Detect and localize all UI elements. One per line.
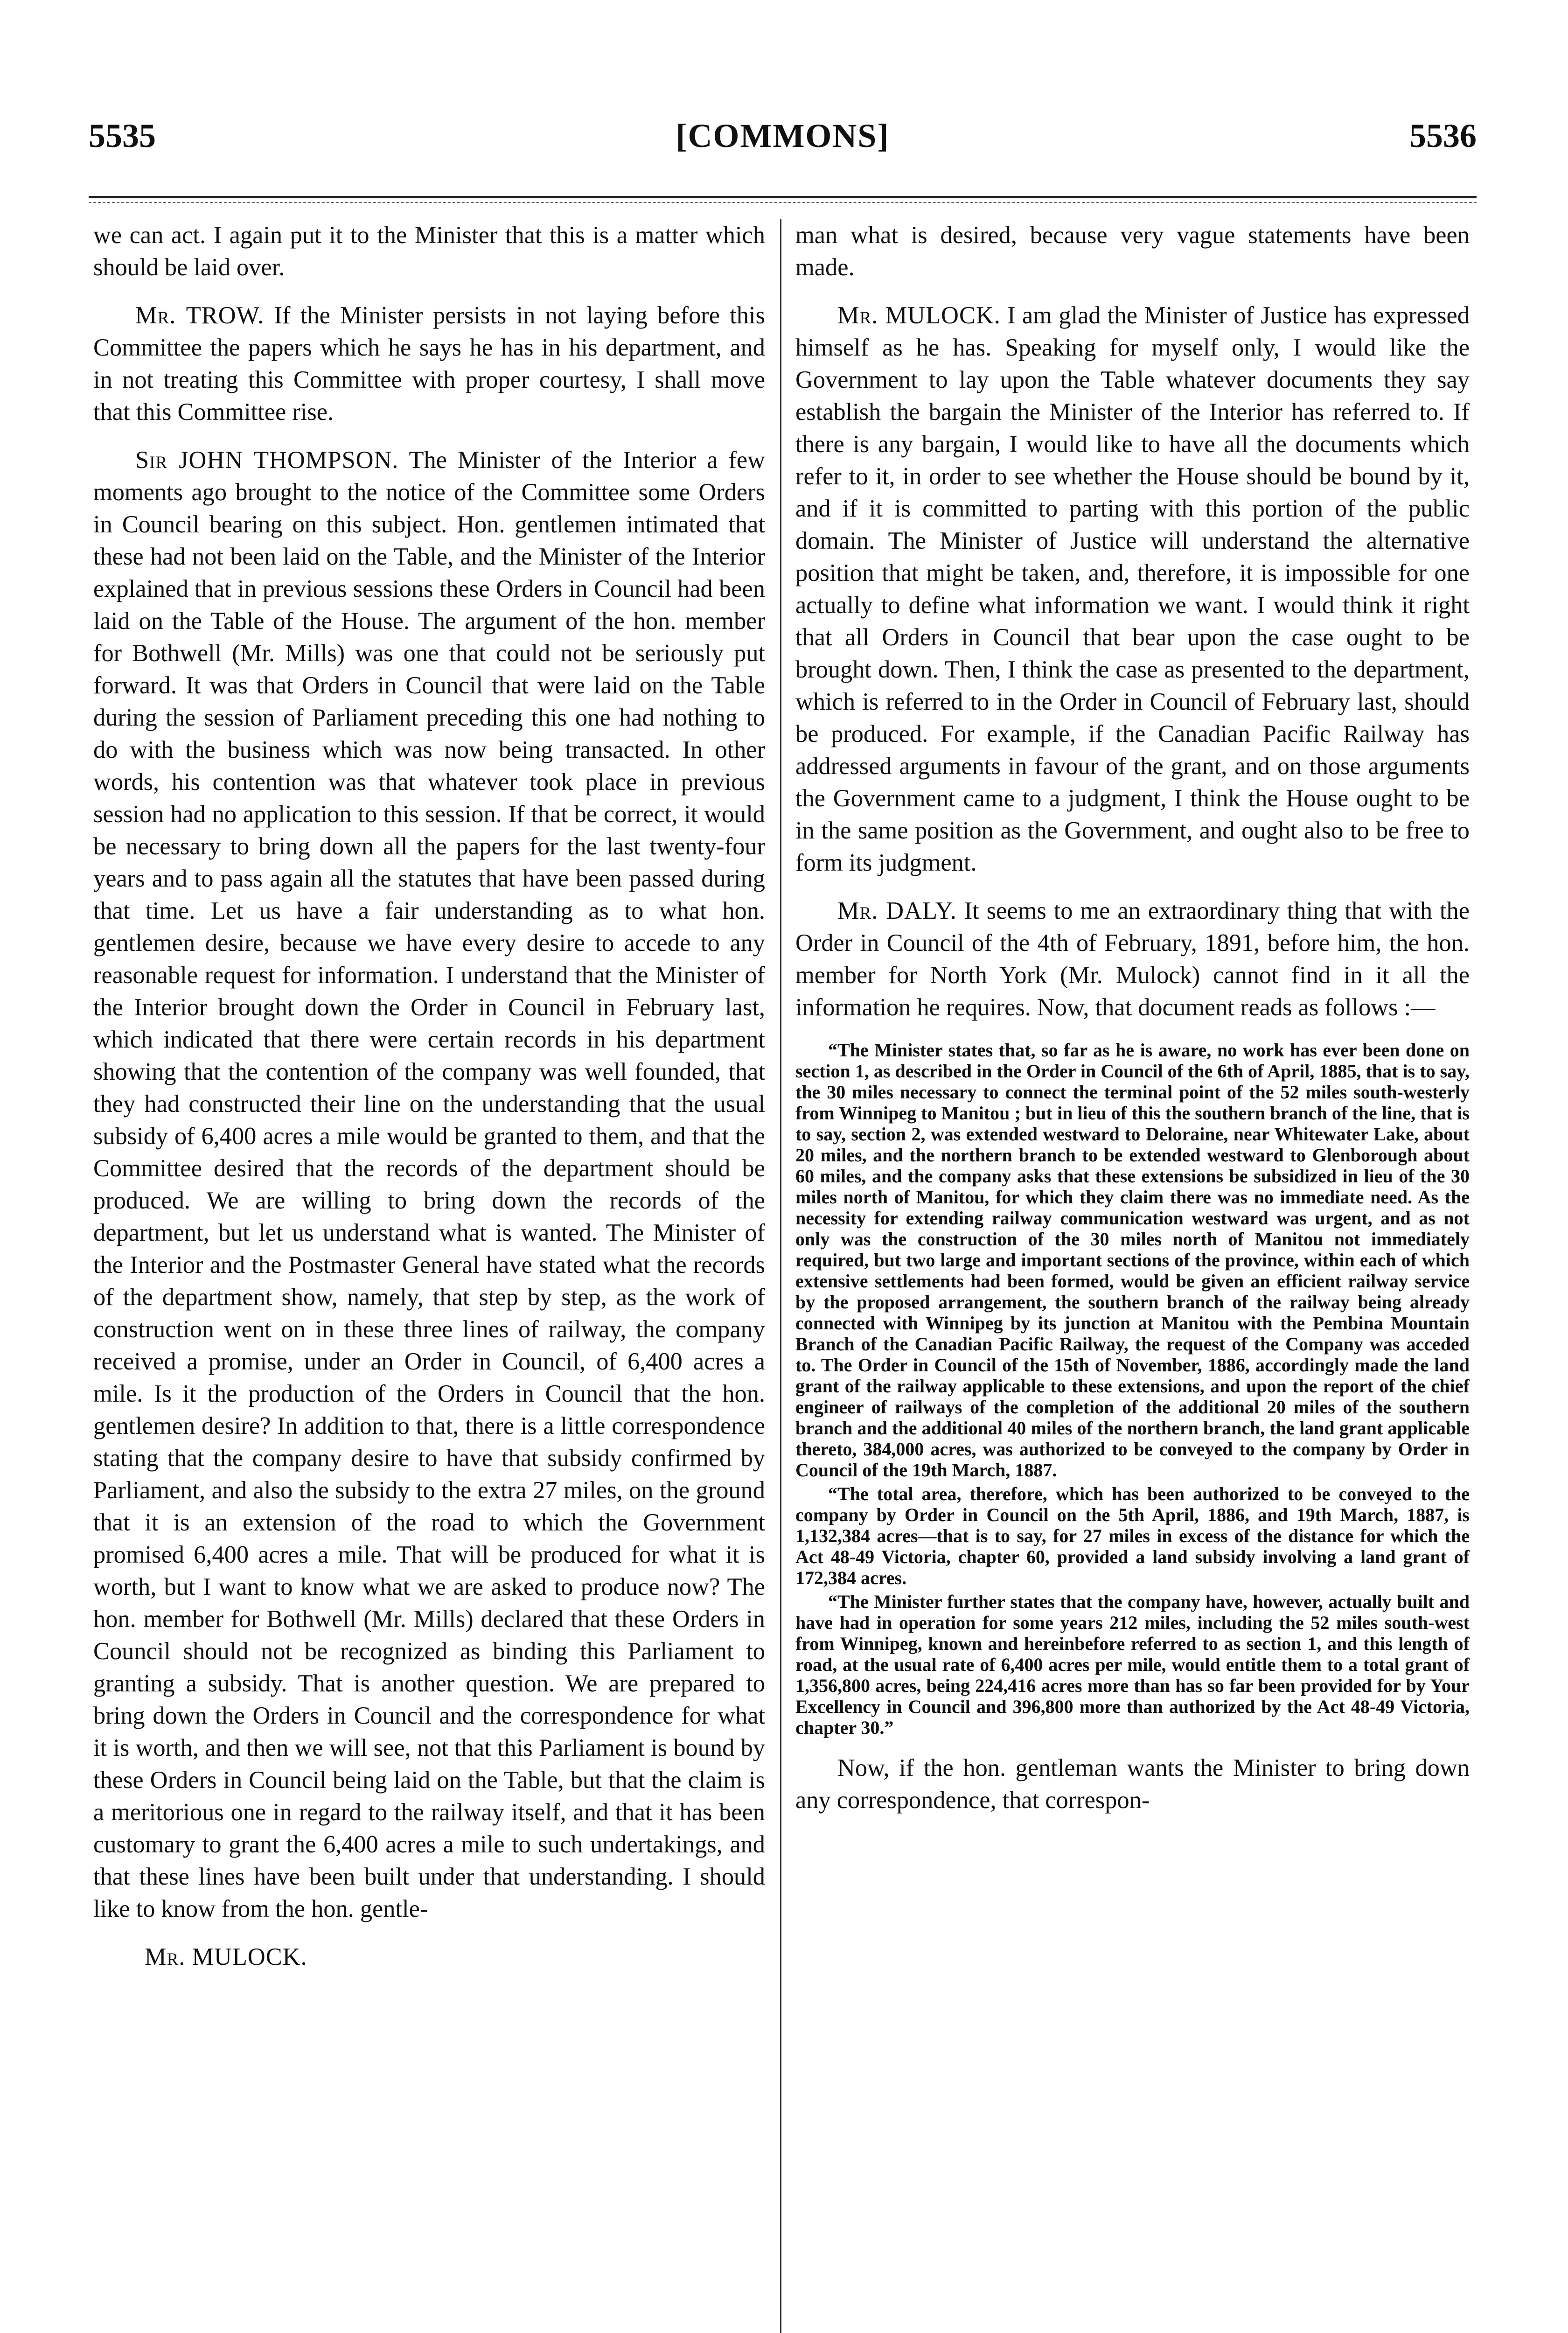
paragraph: we can act. I again put it to the Minister that this is a matter which should be laid over. [93,222,765,281]
quoted-order-paragraph: “The Minister further states that the company have, however, actually built and have had in operation for some years 212 miles, including the 52 miles south-west from Winnipeg, known and hereinbefore referred to as section 1, and this length of road, at the usual rate of 6,400 acres per mile, would entitle them to a total grant of 1,356,800 acres, being 224,416 acres more than has so far been provided for by Your Excellency in Council and 396,800 more than authorized by the Act 48-49 Victoria, chapter 30.” [795,1591,1470,1738]
speech-text: If the Minister persists in not laying before this Committee the papers which he says he has in his department, and in not treating this Committee with proper courtesy, I shall move that this Committee rise. [93,302,765,426]
right-column [795,219,1470,2333]
page-number-left: 5535 [89,117,156,154]
left-column [93,219,765,2333]
page-number-right: 5536 [1409,117,1477,154]
speech-text: The Minister of the Interior a few moments ago brought to the notice of the Committee some Orders in Council bearing on this subject. Hon. gentlemen intimated that these had not been laid on the Table, and the Minister of the Interior explained that in previous sessions these Orders in Council had been laid on the Table of the House. The argument of the hon. member for Bothwell (Mr. Mills) was one that could not be seriously put forward. It was that Orders in Council that were laid on the Table during the session of Parliament preceding this one had nothing to do with the business which was now being transacted. In other words, his contention was that whatever took place in previous session had no application to this session. If that be correct, it would be necessary to bring down all the papers for the last twenty-four years and to pass again all the statutes that have been passed during that time. Let us have a fair understanding as to what hon. gentlemen desire, because we have every desire to accede to any reasonable request for information. I understand that the Minister of the Interior brought down the Order in Council in February last, which indicated that there were certain records in his department showing that the contention of the company was well founded, that they had constructed their line on the understanding that the usual subsidy of 6,400 acres a mile would be granted to them, and that the Committee desired that the records of the department should be produced. We are willing to bring down the records of the department, but let us understand what is wanted. The Minister of the Interior and the Postmaster General have stated what the records of the department show, namely, that step by step, as the work of construction went on in these three lines of railway, the company received a promise, under an Order in Council, of 6,400 acres a mile. Is it the production of the Orders in Council that the hon. gentlemen desire? In addition to that, there is a little correspondence stating that the company desire to have that subsidy confirmed by Parliament, and also the subsidy to the extra 27 miles, on the ground that it is an extension of the road to which the Government promised 6,400 acres a mile. That will be produced for what it is worth, but I want to know what we are asked to produce now? The hon. member for Bothwell (Mr. Mills) declared that these Orders in Council should not be recognized as binding this Parliament to granting a subsidy. That is another question. We are prepared to bring down the Orders in Council and the correspondence for what it is worth, and then we will see, not that this Parliament is bound by these Orders in Council being laid on the Table, but that the claim is a meritorious one in regard to the railway itself, and that it has been customary to grant the 6,400 acres a mile to such undertakings, and that these lines have been built under that understanding. I should like to know from the hon. gentle- [93,447,765,1922]
footer-speaker: Mr. MULOCK. [145,1943,307,1970]
header-rule [89,196,1477,198]
paragraph: man what is desired, because very vague statements have been made. [795,222,1470,281]
speaker-name: Mr. MULOCK. [837,302,1001,329]
quoted-order-paragraph: “The Minister states that, so far as he is aware, no work has ever been done on section 1, as described in the Order in Council of the 6th of April, 1885, that is to say, the 30 miles necessary to connect the terminal point of the 52 miles south-westerly from Winnipeg to Manitou ; but in lieu of this the southern branch of the line, that is to say, section 2, was extended westward to Deloraine, near Whitewater Lake, about 20 miles, and the northern branch to be extended westward to Glenborough about 60 miles, and the company asks that these extensions be subsidized in lieu of the 30 miles north of Manitou, for which they claim there was no immediate need. As the necessity for extending railway communication westward was urgent, and as not only was the construction of the 30 miles north of Manitou not immediately required, but two large and important sections of the province, within each of which extensive settlements had been formed, would be given an efficient railway service by the proposed arrangement, the southern branch of the railway being already connected with Winnipeg by its junction at Manitou with the Pembina Mountain Branch of the Canadian Pacific Railway, the request of the Company was acceded to. The Order in Council of the 15th of November, 1886, accordingly made the land grant of the railway applicable to these extensions, and upon the report of the chief engineer of railways of the completion of the additional 20 miles of the southern branch and the additional 40 miles of the northern branch, the land grant applicable thereto, 384,000 acres, was authorized to be conveyed to the company by Order in Council of the 19th March, 1887. [795,1040,1470,1481]
speech-text: It seems to me an extraordinary thing that with the Order in Council of the 4th of February, 1891, before him, the hon. member for North York (Mr. Mulock) cannot find in it all the information he requires. Now, that document reads as follows :— [795,897,1470,1021]
column-divider [780,219,781,2333]
speaker-name: Mr. TROW. [135,302,265,329]
paragraph: Now, if the hon. gentleman wants the Minister to bring down any correspondence, that correspon- [795,1754,1470,1814]
paragraph [93,444,765,1925]
header-title: [COMMONS] [676,117,890,154]
paragraph [795,300,1470,879]
page-header [89,117,1477,168]
paragraph [795,895,1470,1024]
speaker-name: Mr. DALY. [837,897,957,924]
speech-text: I am glad the Minister of Justice has expressed himself as he has. Speaking for myself only, I would like the Government to lay upon the Table whatever documents they say establish the bargain the Minister of the Interior has referred to. If there is any bargain, I would like to have all the documents which refer to it, in order to see whether the House should be bound by it, and if it is committed to parting with this portion of the public domain. The Minister of Justice will understand the alternative position that might be taken, and, therefore, it is impossible for one actually to define what information we want. I would think it right that all Orders in Council that bear upon the case ought to be brought down. Then, I think the case as presented to the department, which is referred to in the Order in Council of February last, should be produced. For example, if the Canadian Pacific Railway has addressed arguments in favour of the grant, and on those arguments the Government came to a judgment, I think the House ought to be in the same position as the Government, and ought also to be free to form its judgment. [795,302,1470,876]
speaker-name: Sir JOHN THOMPSON. [135,447,399,474]
paragraph [93,300,765,428]
header-rule-dashed [89,202,1477,203]
quoted-order-paragraph: “The total area, therefore, which has been authorized to be conveyed to the company by Order in Council on the 5th April, 1886, and 19th March, 1887, is 1,132,384 acres—that is to say, for 27 miles in excess of the distance for which the Act 48-49 Victoria, chapter 60, provided a land subsidy involving a land grant of 172,384 acres. [795,1483,1470,1588]
